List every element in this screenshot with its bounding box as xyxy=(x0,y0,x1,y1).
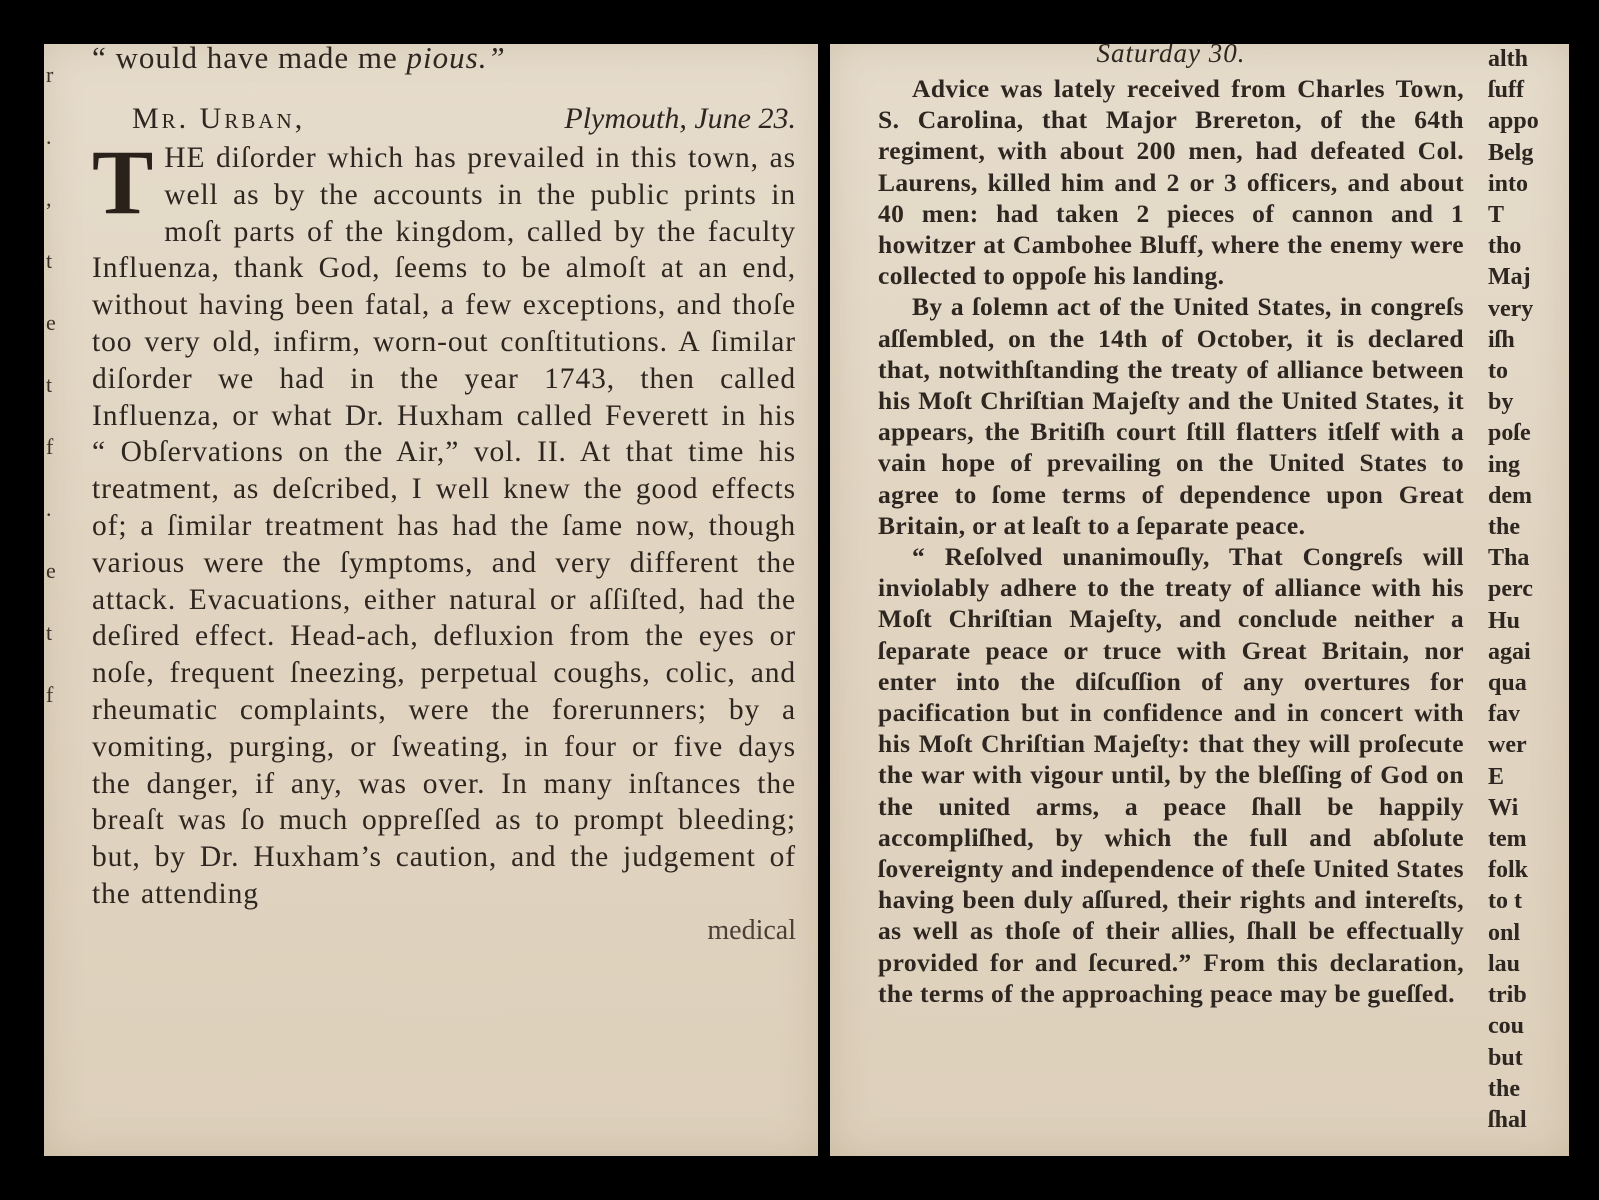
drop-cap: T xyxy=(92,131,155,233)
next-column-fragments xyxy=(1488,44,1569,1136)
fragment: but xyxy=(1488,1044,1523,1071)
left-page-scan xyxy=(44,44,818,1156)
fragment: tho xyxy=(1488,233,1522,260)
fragment: to xyxy=(1488,358,1508,385)
fragment: very xyxy=(1488,295,1534,322)
margin-mark: t xyxy=(46,620,53,645)
left-page-text xyxy=(92,44,812,947)
top-quote-text: “ would have made me xyxy=(92,44,407,75)
margin-mark: f xyxy=(46,434,54,459)
fragment: Wi xyxy=(1488,794,1519,821)
catchword: medical xyxy=(707,914,796,946)
dateline: Saturday 30. xyxy=(1096,44,1246,68)
margin-mark: , xyxy=(46,186,52,211)
fragment: Hu xyxy=(1488,607,1521,634)
margin-mark: e xyxy=(46,310,56,335)
fragment: tem xyxy=(1488,826,1527,853)
letter-text: HE diſorder which has prevailed in this town, as well as by the accounts in the public prints in moſt parts of the kingdom, called by the faculty Influenza, thank God, ſeems to be almoſt at an end, without having been fatal, a few exceptions, and thoſe too very old, infirm, worn-out conſtitutions. A ſimilar diſorder we had in the year 1743, then called Influenza, or what Dr. Huxham called Feverett in his “ Obſervations on the Air,” vol. II. At that time his treatment, as deſcribed, I well knew the good effects of; a ſimilar treatment has had the ſame now, though various were the ſymptoms, and very different the attack. Evacuations, either natural or aſſiſted, had the deſired effect. Head-ach, defluxion from the eyes or noſe, frequent ſneezing, perpetual coughs, colic, and rheumatic complaints, were the forerunners; by a vomiting, purging, or ſweating, in four or five days the danger, if any, was over. In many inſtances the breaſt was ſo much oppreſſed as to prompt bleeding; but, by Dr. Huxham’s caution, and the judgement of the attending xyxy=(92,142,796,910)
salutation: Mr. Urban, xyxy=(132,102,306,135)
news-paragraph: Advice was lately received from Charles Town, S. Carolina, that Major Brereton, of the 64th regiment, with about 200 men, had defeated Col. Laurens, killed him and 2 or 3 officers, and about 40 men: had taken 2 pieces of cannon and 1 howitzer at Cambohee Bluff, where the enemy were collected to oppoſe his landing. xyxy=(878,74,1464,291)
top-quote-italic: pious.” xyxy=(406,44,506,75)
fragment: cou xyxy=(1488,1013,1524,1040)
fragment: iſh xyxy=(1488,326,1515,353)
fragment: by xyxy=(1488,389,1514,416)
margin-mark: t xyxy=(46,248,53,273)
fragment: Tha xyxy=(1488,545,1530,572)
letter-heading xyxy=(132,102,796,136)
letter-body xyxy=(92,131,796,913)
fragment: trib xyxy=(1488,982,1527,1009)
fragment: into xyxy=(1488,170,1529,197)
fragment: ing xyxy=(1488,451,1521,478)
fragment: E xyxy=(1488,763,1505,790)
right-page-text xyxy=(878,44,1464,1009)
fragment: fav xyxy=(1488,701,1520,728)
fragment: alth xyxy=(1488,46,1529,72)
fragment: onl xyxy=(1488,919,1521,946)
left-margin-fragments xyxy=(44,44,60,1156)
fragment: ſuff xyxy=(1488,77,1524,104)
fragment: wer xyxy=(1488,732,1527,759)
margin-mark: . xyxy=(46,124,52,149)
fragment: appo xyxy=(1488,108,1539,135)
place-date: Plymouth, June 23. xyxy=(564,102,796,135)
margin-mark: t xyxy=(46,372,53,397)
margin-mark: . xyxy=(46,496,52,521)
fragment: Belg xyxy=(1488,139,1534,166)
fragment: qua xyxy=(1488,670,1527,697)
fragment: dem xyxy=(1488,482,1532,509)
fragment: T xyxy=(1488,202,1505,229)
fragment: perc xyxy=(1488,576,1533,603)
fragment: poſe xyxy=(1488,420,1531,447)
fragment: ſhal xyxy=(1488,1106,1527,1133)
fragment: agai xyxy=(1488,638,1531,665)
right-page-scan xyxy=(830,44,1569,1156)
fragment: lau xyxy=(1488,950,1521,977)
fragment: the xyxy=(1488,1075,1520,1102)
fragment: Maj xyxy=(1488,264,1531,291)
margin-mark: e xyxy=(46,558,56,583)
news-paragraph: “ Reſolved unanimouſly, That Congreſs will inviolably adhere to the treaty of alliance with his Moſt Chriſtian Majeſty, and conclude neither a ſeparate peace or truce with Great Britain, nor enter into the diſcuſſion of any overtures for pacification but in confidence and in concert with his Moſt Chriſtian Majeſty: that they will proſecute the war with vigour until, by the bleſſing of God on the united arms, a peace ſhall be happily accompliſhed, by which the full and abſolute ſovereignty and independence of theſe United States having been duly aſſured, their rights and intereſts, as well as thoſe of their allies, ſhall be effectually provided for and ſecured.” From this declaration, the terms of the approaching peace may be gueſſed. xyxy=(878,542,1464,1008)
fragment: to t xyxy=(1488,888,1522,915)
margin-mark: f xyxy=(46,682,54,707)
news-paragraph: By a ſolemn act of the United States, in congreſs aſſembled, on the 14th of October, it is declared that, notwithſtanding the treaty of alliance between his Moſt Chriſtian Majeſty and the United States, it appears, the Britiſh court ſtill flatters itſelf with a vain hope of prevailing on the United States to agree to ſome terms of dependence upon Great Britain, or at leaſt to a ſeparate peace. xyxy=(878,292,1464,540)
margin-mark: r xyxy=(46,62,54,87)
fragment: folk xyxy=(1488,857,1529,884)
news-column xyxy=(878,73,1464,1009)
fragment: the xyxy=(1488,514,1520,541)
top-quote xyxy=(92,44,812,76)
